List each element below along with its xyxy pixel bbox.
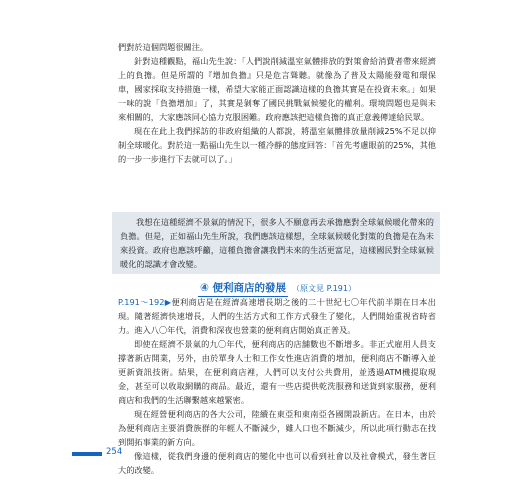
paragraph-boxed: 我想在這種經濟不景氣的情況下，很多人不願意再去承擔應對全球氣候暖化帶來的負擔。但是，正如福山先生所說，我們應該這樣想，全球氣候暖化對策的負擔是在為未來投資。政府也應該呼籲，這種負擔會讓我們未來的生活更富足，這樣國民對全球氣候暖化的認識才會改變。 [112,212,440,274]
section-title: ④ 便利商店的發展 [198,280,288,297]
body-text-bottom [118,295,436,477]
paragraph-conv-2: 即使在經濟不景氣的九〇年代，便利商店的店舖數也不斷增多。非正式雇用人員支撐著新店開業，另外，由於單身人士和工作女性進店消費的增加，便利商店不斷導入並更新資訊技術。結果，在便利商店裡，人們可以支付公共費用，並透過ATM機提取現金，甚至可以收取網購的商品。最近，還有一些店提供乾洗服務和送貨到家服務，便利商店和我們的生活聯繫越來越緊密。 [118,339,436,405]
highlight-box [118,212,436,274]
paragraph-conv-1-text: 便利商店是在經濟高速增長期之後的二十世紀七〇年代前半期在日本出現。隨著經濟快速增長，人們的生活方式和工作方式發生了變化，人們開始重視省時省力。進入八〇年代，消費和深夜也營業的便利商店開始真正普及。 [118,297,436,335]
paragraph-fukuyama: 針對這種觀點，福山先生說：「人們說削減溫室氣體排放的對策會給消費者帶來經濟上的負擔。但是所謂的『增加負擔』只是危言聳聽。就像為了普及太陽能發電和環保車，國家採取支持措施一樣，希望大家能正面認識這樣的負擔其實是在投資未來。」如果一味的說「負擔增加」了，其實是剝奪了國民挑戰氣候變化的權利。環境問題也是與未來相關的，大家應該同心協力克服困難。政府應該把這樣負擔的真正意義傳達給民眾。 [118,56,436,122]
footer-bar [72,452,102,456]
paragraph-conv-3: 現在經營便利商店的各大公司，陸續在東亞和東南亞各國開設新店。在日本，由於為便利商店主要消費族群的年輕人不斷減少，雖人口也不斷減少，所以此項行動志在找到開拓事業的新方向。 [118,409,436,447]
section-reference: （原文見 P.191） [292,284,356,293]
section-heading [118,276,436,297]
paragraph-conv-1 [118,295,436,337]
paragraph-intro: 們對於這個問題很關注。 [118,42,209,52]
page-number: 254 [106,447,123,457]
paragraph-conv-4: 像這樣，從我們身邊的便利商店的變化中也可以看到社會以及社會模式，發生著巨大的改變。 [118,451,436,475]
body-text-top [118,40,436,166]
page-reference: P.191～192▶ [118,297,172,307]
paragraph-current: 現在在此上我們採訪的非政府組織的人都說，將溫室氣體排放量削減25%不足以抑制全球暖化。對於這一點福山先生以一種冷靜的態度回答：「首先考慮眼前的25%，其他的一步一步進行下去就可以了。」 [118,126,436,164]
